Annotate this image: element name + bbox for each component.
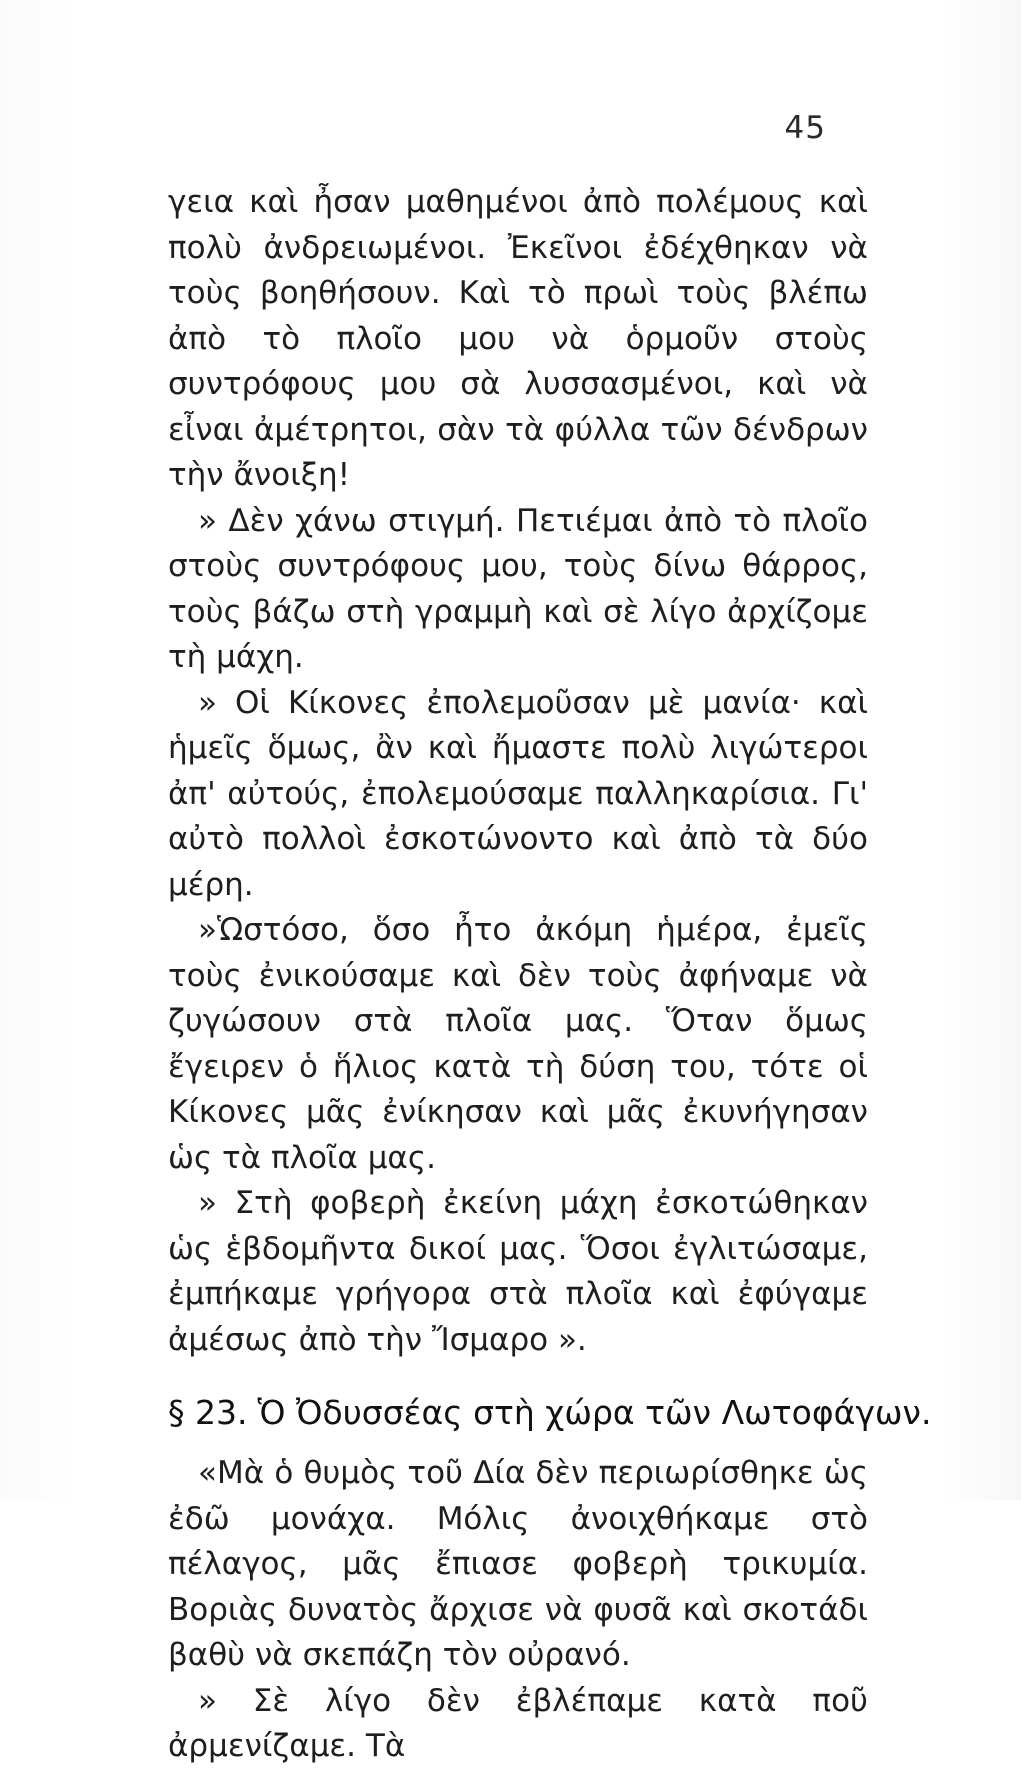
section-paragraph-2: » Σὲ λίγο δὲν ἐβλέπαμε κατὰ ποῦ ἀρμενίζαμε. Τὰ — [168, 1682, 868, 1764]
paragraph-5: » Στὴ φοβερὴ ἐκείνη μάχη ἐσκοτώθηκαν ὡς ἑβδομῆντα δικοί μας. Ὅσοι ἐγλιτώσαμε, ἐμπήκαμε γρήγορα στὰ πλοῖα καὶ ἐφύγαμε ἀμέσως ἀπὸ τὴν Ἴσμαρο ». — [168, 1185, 868, 1358]
paragraph-1: γεια καὶ ἦσαν μαθημένοι ἀπὸ πολέμους καὶ πολὺ ἀνδρειωμένοι. Ἐκεῖνοι ἐδέχθηκαν νὰ τοὺς βοηθήσουν. Καὶ τὸ πρωὶ τοὺς βλέπω ἀπὸ τὸ πλοῖο μου νὰ ὁρμοῦν στοὺς συντρόφους μου σὰ λυσσασμένοι, καὶ νὰ εἶναι ἀμέτρητοι, σὰν τὰ φύλλα τῶν δένδρων τὴν ἄνοιξη! — [168, 184, 868, 493]
section-title: Ὁ Ὀδυσσέας στὴ χώρα τῶν Λωτοφάγων. — [257, 1393, 932, 1432]
body-text — [168, 180, 932, 1770]
page-number: 45 — [784, 110, 826, 146]
section-heading — [168, 1385, 932, 1441]
section-paragraph-1: «Μὰ ὁ θυμὸς τοῦ Δία δὲν περιωρίσθηκε ὡς ἐδῶ μονάχα. Μόλις ἀνοιχθήκαμε στὸ πέλαγος, μᾶς ἔπιασε φοβερὴ τρικυμία. Βοριὰς δυνατὸς ἄρχισε νὰ φυσᾶ καὶ σκοτάδι βαθὺ νὰ σκεπάζη τὸν οὐρανό. — [168, 1455, 868, 1673]
paragraph-4: »Ὡστόσο, ὅσο ἦτο ἀκόμη ἡμέρα, ἐμεῖς τοὺς ἐνικούσαμε καὶ δὲν τοὺς ἀφήναμε νὰ ζυγώσουν στὰ πλοῖα μας. Ὅταν ὅμως ἔγειρεν ὁ ἥλιος κατὰ τὴ δύση του, τότε οἱ Κίκονες μᾶς ἐνίκησαν καὶ μᾶς ἐκυνήγησαν ὡς τὰ πλοῖα μας. — [168, 912, 868, 1176]
paragraph-2: » Δὲν χάνω στιγμή. Πετιέμαι ἀπὸ τὸ πλοῖο στοὺς συντρόφους μου, τοὺς δίνω θάρρος, τοὺς βάζω στὴ γραμμὴ καὶ σὲ λίγο ἀρχίζομε τὴ μάχη. — [168, 502, 868, 675]
section-number: § 23. — [168, 1393, 248, 1432]
paragraph-3: » Οἱ Κίκονες ἐπολεμοῦσαν μὲ μανία· καὶ ἡμεῖς ὅμως, ἂν καὶ ἤμαστε πολὺ λιγώτεροι ἀπ' αὐτούς, ἐπολεμούσαμε παλληκαρίσια. Γι' αὐτὸ πολλοὶ ἐσκοτώνοντο καὶ ἀπὸ τὰ δύο μέρη. — [168, 684, 868, 903]
